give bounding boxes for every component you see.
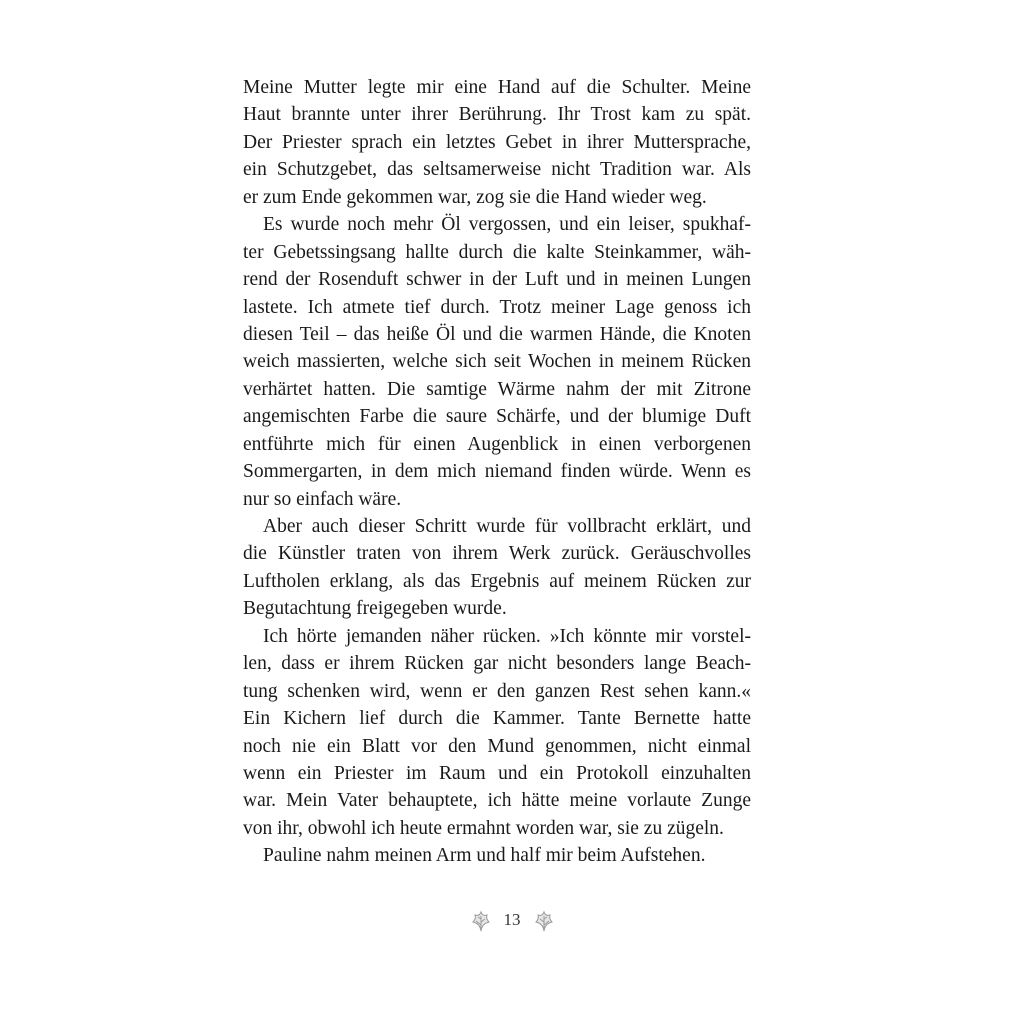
leaf-ornament-icon (468, 907, 494, 933)
text-line: noch nie ein Blatt vor den Mund genommen, nicht einmal (243, 735, 751, 757)
text-line: die Künstler traten von ihrem Werk zurück. Geräuschvolles (243, 543, 751, 565)
text-line: nur so einfach wäre. (243, 488, 402, 510)
text-line: Begutachtung freigegeben wurde. (243, 598, 507, 620)
paragraph (243, 513, 751, 623)
paragraph (243, 74, 751, 211)
text-line: Pauline nahm meinen Arm und half mir beim Aufstehen. (263, 845, 706, 867)
text-line: Sommergarten, in dem mich niemand finden würde. Wenn es (243, 461, 751, 483)
paragraph (243, 623, 751, 843)
text-line: er zum Ende gekommen war, zog sie die Hand wieder weg. (243, 186, 707, 208)
body-text (243, 74, 751, 870)
text-line: war. Mein Vater behauptete, ich hätte meine vorlaute Zunge (243, 790, 751, 812)
text-line: Ein Kichern lief durch die Kammer. Tante Bernette hatte (243, 708, 751, 730)
paragraph (243, 842, 751, 869)
text-line: entführte mich für einen Augenblick in einen verborgenen (243, 433, 751, 455)
text-line: Es wurde noch mehr Öl vergossen, und ein leiser, spukhaf- (263, 214, 751, 236)
text-line: Der Priester sprach ein letztes Gebet in ihrer Muttersprache, (243, 131, 751, 153)
text-line: rend der Rosenduft schwer in der Luft und in meinen Lungen (243, 269, 751, 291)
leaf-ornament-icon (531, 907, 557, 933)
text-line: verhärtet hatten. Die samtige Wärme nahm der mit Zitrone (243, 378, 751, 400)
text-line: ein Schutzgebet, das seltsamerweise nicht Tradition war. Als (243, 159, 751, 181)
text-line: Aber auch dieser Schritt wurde für vollbracht erklärt, und (263, 516, 751, 537)
text-line: Luftholen erklang, als das Ergebnis auf meinem Rücken zur (243, 570, 751, 592)
text-line: weich massierten, welche sich seit Wochen in meinem Rücken (243, 351, 751, 373)
page-number: 13 (503, 910, 521, 929)
text-line: Ich hörte jemanden näher rücken. »Ich könnte mir vorstel- (263, 625, 751, 647)
text-line: lastete. Ich atmete tief durch. Trotz meiner Lage genoss ich (243, 296, 751, 318)
text-line: tung schenken wird, wenn er den ganzen Rest sehen kann.« (243, 680, 751, 702)
page-footer (0, 904, 1024, 936)
text-line: von ihr, obwohl ich heute ermahnt worden war, sie zu zügeln. (243, 817, 724, 839)
text-line: diesen Teil – das heiße Öl und die warmen Hände, die Knoten (243, 323, 751, 345)
paragraph (243, 211, 751, 513)
text-line: Haut brannte unter ihrer Berührung. Ihr Trost kam zu spät. (243, 104, 751, 126)
text-line: Meine Mutter legte mir eine Hand auf die Schulter. Meine (243, 77, 751, 98)
text-line: angemischten Farbe die saure Schärfe, und der blumige Duft (243, 406, 751, 428)
text-line: ter Gebetssingsang hallte durch die kalte Steinkammer, wäh- (243, 241, 751, 263)
text-line: len, dass er ihrem Rücken gar nicht besonders lange Beach- (243, 653, 751, 675)
text-line: wenn ein Priester im Raum und ein Protokoll einzuhalten (243, 762, 751, 784)
